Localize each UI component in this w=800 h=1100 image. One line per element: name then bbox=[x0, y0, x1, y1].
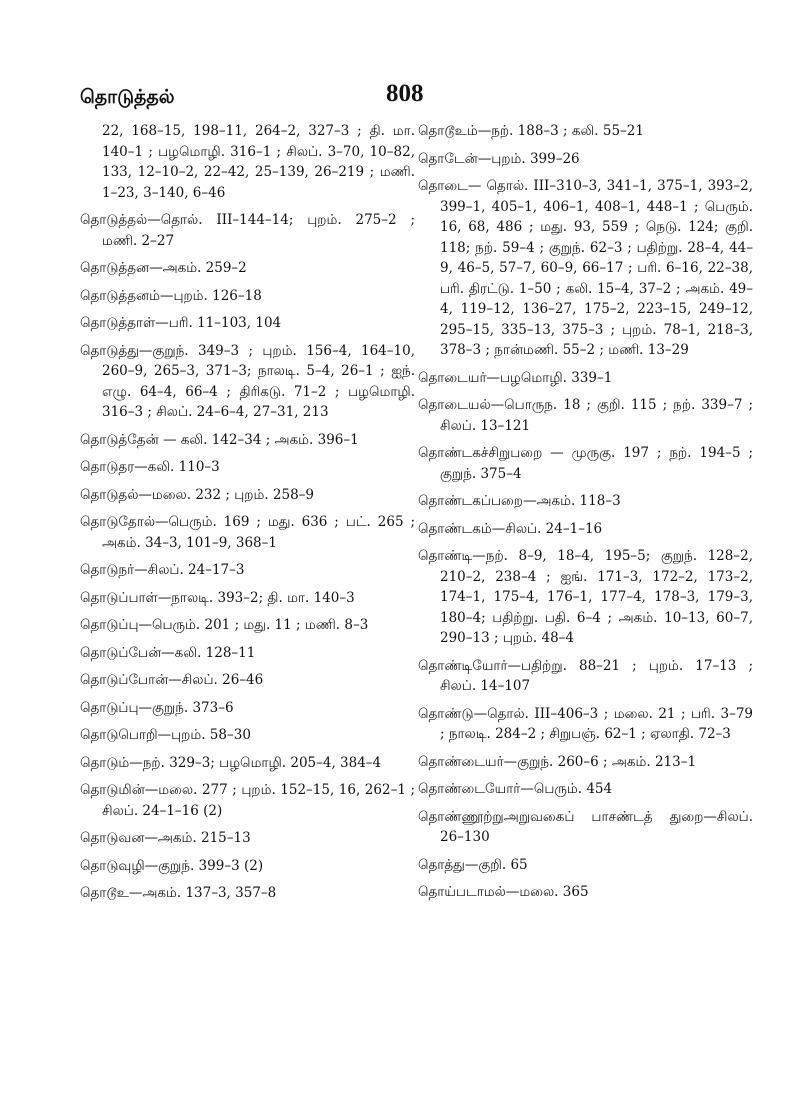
index-entry: தொத்து—குறி. 65 bbox=[418, 856, 528, 873]
index-entry: தொண்டி—நற். 8–9, 18–4, 195–5; குறுந். 128–2, 210–2, 238–4 ; ஐங். 171–3, 172–2, 173–2, 174–1, 175–4, 176–1, 177–4, 178–3, 179–3, 180–4; பதிற்று. பதி. 6–4 ; அகம். 10–13, 60–7, 290–13 ; புறம். 48–4 bbox=[418, 548, 753, 646]
index-entry: தொண்ணூற்றுஅறுவகைப் பாசண்டத் துறை—சிலப். 26–130 bbox=[418, 808, 753, 845]
index-entry: தொடும்—நற். 329–3; பழமொழி. 205–4, 384–4 bbox=[80, 754, 382, 771]
index-entry: தொடை— தொல். III–310–3, 341–1, 375–1, 393–2, 399–1, 405–1, 406–1, 408–1, 448–1 ; பெரும். 16, 68, 486 ; மது. 93, 559 ; நெடு. 124; குறி. 118; நற். 59–4 ; குறுந். 62–3 ; பதிற்று. 28–4, 44–9, 46–5, 57–7, 60–9, 66–17 ; பரி. 6–16, 22–38, பரி. திரட்டு. 1–50 ; கலி. 15–4, 37–2 ; அகம். 49–4, 119–12, 136–27, 175–2, 223–15, 249–12, 295–15, 335–13, 375–3 ; புறம். 78–1, 218–3, 378–3 ; நான்மணி. 55–2 ; மணி. 13–29 bbox=[418, 178, 753, 358]
index-entry: தொண்டகப்பறை—அகம். 118–3 bbox=[418, 493, 621, 509]
index-entry: தொண்டையர்—குறுந். 260–6 ; அகம். 213–1 bbox=[418, 753, 697, 770]
index-entry: தொடுமின்—மலை. 277 ; புறம். 152–15, 16, 262–1 ; சிலப். 24–1–16 (2) bbox=[80, 782, 415, 819]
index-entry: தொடேன்—புறம். 399–26 bbox=[418, 150, 580, 167]
index-entry: தொண்டகம்—சிலப். 24–1–16 bbox=[418, 520, 603, 537]
index-entry: தொண்டையோர்—பெரும். 454 bbox=[418, 781, 613, 797]
index-entry: தொடுத்தனம்—புறம். 126–18 bbox=[80, 287, 262, 304]
index-entry: தொடூஉ—அகம். 137–3, 357–8 bbox=[80, 885, 277, 901]
index-entry: தொடுதல்—மலை. 232 ; புறம். 258–9 bbox=[80, 486, 315, 503]
index-entry: தொடுப்பாள்—நாலடி. 393–2; தி. மா. 140–3 bbox=[80, 589, 355, 606]
index-entry: தொடுவுழி—குறுந். 399–3 (2) bbox=[80, 857, 264, 874]
index-entry: தொடூஉம்—நற். 188–3 ; கலி. 55–21 bbox=[418, 123, 644, 139]
index-entry: தொடையர்—பழமொழி. 339–1 bbox=[418, 369, 613, 386]
index-entry: தொண்டு—தொல். III–406–3 ; மலை. 21 ; பரி. 3–79 ; நாலடி. 284–2 ; சிறுபஞ். 62–1 ; ஏலாதி. 72–3 bbox=[418, 705, 753, 742]
index-entry: தொடுத்தேன் — கலி. 142–34 ; அகம். 396–1 bbox=[80, 431, 359, 448]
index-entry: தொடுநர்—சிலப். 24–17–3 bbox=[80, 562, 245, 578]
index-entry: தொடுப்போன்—சிலப். 26–46 bbox=[80, 672, 264, 688]
index-entry: தொடுதர—கலி. 110–3 bbox=[80, 459, 220, 475]
index-entry: தொடுத்தன—அகம். 259–2 bbox=[80, 260, 247, 276]
index-entry: தொய்படாமல்—மலை. 365 bbox=[418, 884, 589, 900]
right-column bbox=[418, 121, 753, 910]
index-entry: தொடுதோல்—பெரும். 169 ; மது. 636 ; பட். 265 ; அகம். 34–3, 101–9, 368–1 bbox=[80, 514, 415, 551]
index-entry: தொடுப்பு—குறுந். 373–6 bbox=[80, 699, 234, 716]
page-number: 808 bbox=[386, 80, 424, 107]
left-column bbox=[80, 121, 415, 911]
guide-word: தொடுத்தல் bbox=[80, 86, 175, 108]
index-entry: தொடுத்தல்—தொல். III–144–14; புறம். 275–2 ; மணி. 2–27 bbox=[80, 212, 415, 249]
index-entry: தொடுப்பேன்—கலி. 128–11 bbox=[80, 644, 256, 661]
index-entry: தொடுவன—அகம். 215–13 bbox=[80, 830, 251, 846]
index-entry: தொடுப்பு—பெரும். 201 ; மது. 11 ; மணி. 8–3 bbox=[80, 617, 369, 633]
index-entry: தொடுத்து—குறுந். 349–3 ; புறம். 156–4, 164–10, 260–9, 265–3, 371–3; நாலடி. 5–4, 26–1 ; ஐந். எழு. 64–4, 66–4 ; திரிகடு. 71–2 ; பழமொழி. 316–3 ; சிலப். 24–6–4, 27–31, 213 bbox=[80, 342, 415, 420]
index-entry: தொண்டியோர்—பதிற்று. 88–21 ; புறம். 17–13 ; சிலப். 14–107 bbox=[418, 657, 753, 694]
index-entry-continuation: 22, 168–15, 198–11, 264–2, 327–3 ; தி. மா. 140–1 ; பழமொழி. 316–1 ; சிலப். 3–70, 10–82, 133, 12–10–2, 22–42, 25–139, 26–219 ; மணி. 1–23, 3–140, 6–46 bbox=[102, 123, 415, 201]
index-entry: தொடுபொறி—புறம். 58–30 bbox=[80, 727, 251, 743]
index-entry: தொடையல்—பொருந. 18 ; குறி. 115 ; நற். 339–7 ; சிலப். 13–121 bbox=[418, 397, 753, 434]
index-entry: தொடுத்தாள்—பரி. 11–103, 104 bbox=[80, 315, 282, 331]
index-entry: தொண்டகச்சிறுபறை — முருகு. 197 ; நற். 194–5 ; குறுந். 375–4 bbox=[418, 445, 753, 482]
